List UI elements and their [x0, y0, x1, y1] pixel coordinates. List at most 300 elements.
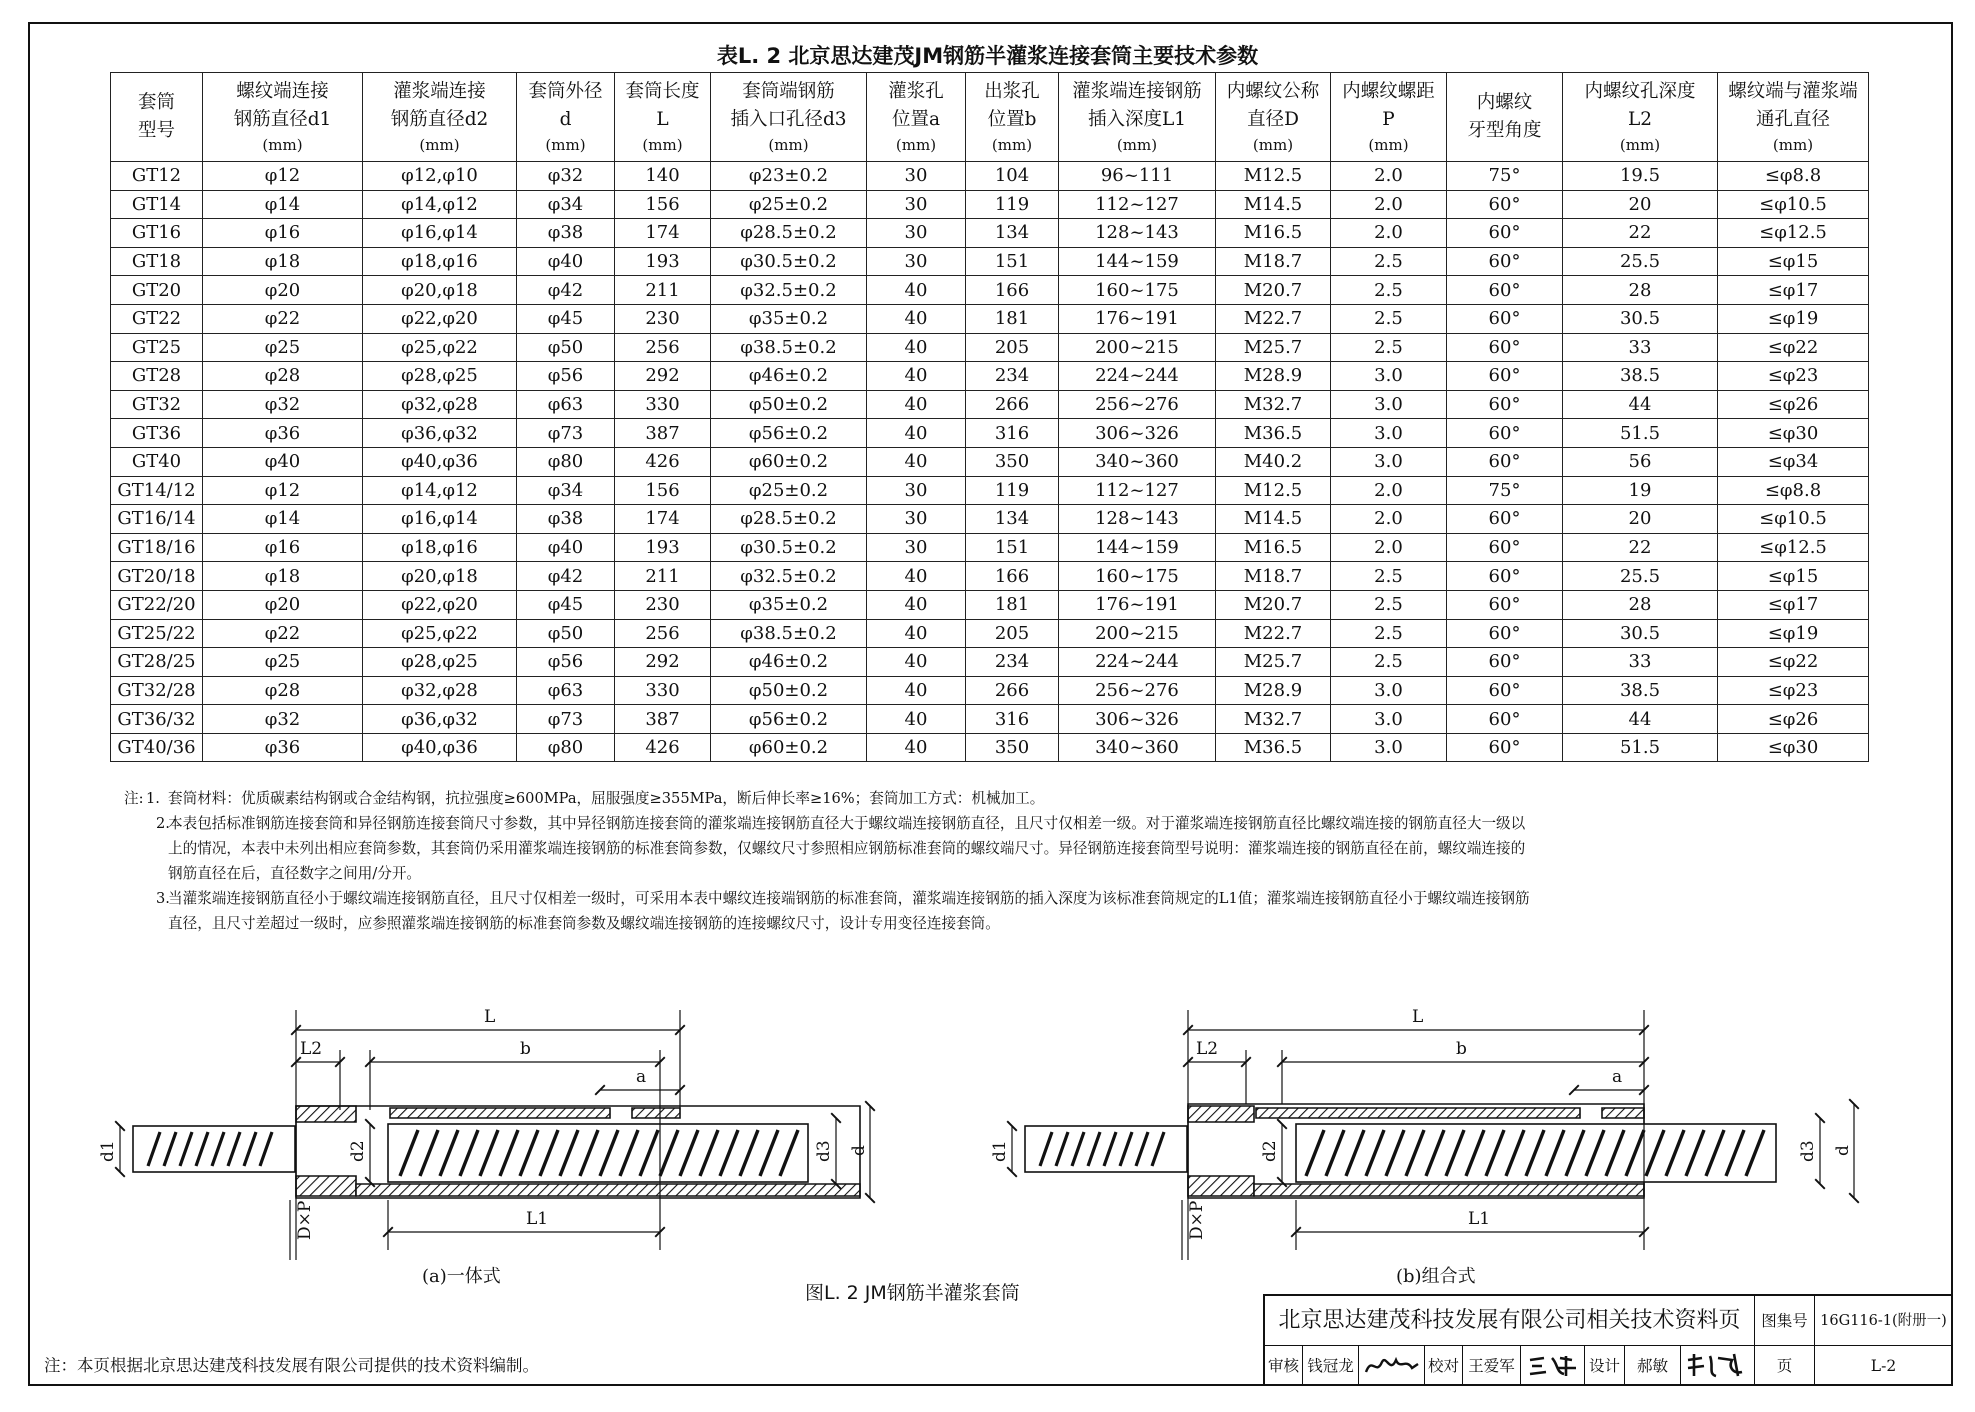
table-cell: φ63	[517, 676, 615, 705]
column-header-line2: L2	[1627, 109, 1653, 130]
table-cell: φ22	[203, 304, 363, 333]
table-cell: 128~143	[1059, 219, 1216, 248]
dim-label-L1: L1	[526, 1209, 549, 1229]
column-unit: (mm)	[419, 136, 460, 154]
table-cell: φ25±0.2	[711, 190, 867, 219]
table-cell: GT12	[111, 162, 203, 191]
table-cell: φ46±0.2	[711, 648, 867, 677]
table-cell: GT22	[111, 304, 203, 333]
column-header-line1: 套筒端钢筋	[742, 81, 835, 102]
column-unit: (mm)	[1252, 136, 1294, 154]
column-header-line1: 螺纹端连接	[236, 81, 329, 102]
dim-label-d3: d3	[1798, 1140, 1818, 1162]
title-block-main: 北京思达建茂科技发展有限公司相关技术资料页	[1265, 1296, 1755, 1346]
column-header-line2: 钢筋直径d2	[390, 109, 489, 130]
table-cell: φ18,φ16	[363, 533, 517, 562]
table-cell: 60°	[1447, 419, 1563, 448]
column-header-line1: 灌浆端连接	[393, 81, 486, 102]
table-cell: M40.2	[1216, 447, 1331, 476]
design-name: 郝敏	[1625, 1346, 1681, 1386]
column-unit: (mm)	[1619, 136, 1661, 154]
note-number: 1.	[146, 790, 160, 807]
table-cell: φ36	[203, 733, 363, 762]
dim-label-b: b	[1456, 1039, 1467, 1059]
table-cell: 3.0	[1331, 705, 1447, 734]
table-cell: 96~111	[1059, 162, 1216, 191]
table-cell: 306~326	[1059, 419, 1216, 448]
table-cell: φ40,φ36	[363, 733, 517, 762]
table-cell: 211	[615, 562, 711, 591]
title-block	[1263, 1294, 1953, 1386]
table-cell: 40	[867, 362, 966, 391]
table-cell: 2.5	[1331, 304, 1447, 333]
sleeve-wall-top	[296, 1106, 356, 1122]
table-cell: φ32,φ28	[363, 676, 517, 705]
review-name: 钱冠龙	[1303, 1346, 1359, 1386]
table-cell: φ20,φ18	[363, 562, 517, 591]
table-cell: 350	[966, 447, 1059, 476]
column-header-line1: 内螺纹螺距	[1342, 81, 1435, 102]
table-cell: φ28,φ25	[363, 362, 517, 391]
dim-label-d: d	[1833, 1145, 1853, 1156]
table-cell: 112~127	[1059, 476, 1216, 505]
column-unit: (mm)	[642, 136, 683, 154]
table-cell: 60°	[1447, 190, 1563, 219]
column-unit: (mm)	[1116, 136, 1158, 154]
table-cell: 40	[867, 276, 966, 305]
table-cell: 30	[867, 505, 966, 534]
table-cell: 60°	[1447, 619, 1563, 648]
table-cell: 193	[615, 247, 711, 276]
table-cell: φ20,φ18	[363, 276, 517, 305]
table-cell: 25.5	[1563, 247, 1718, 276]
table-cell: M22.7	[1216, 619, 1331, 648]
table-cell: 292	[615, 362, 711, 391]
table-cell: φ22	[203, 619, 363, 648]
column-header-line2: 位置a	[891, 109, 941, 130]
table-cell: 60°	[1447, 219, 1563, 248]
table-cell: 144~159	[1059, 247, 1216, 276]
table-cell: GT20/18	[111, 562, 203, 591]
table-cell: 28	[1563, 590, 1718, 619]
table-cell: φ36	[203, 419, 363, 448]
table-cell: 3.0	[1331, 390, 1447, 419]
review-label: 审核	[1265, 1346, 1303, 1386]
caption-figure-a: (a)一体式	[422, 1266, 501, 1287]
column-header-line1: 内螺纹公称	[1226, 81, 1320, 102]
table-cell: 3.0	[1331, 447, 1447, 476]
table-cell: 224~244	[1059, 362, 1216, 391]
column-header-line1: 套筒长度	[625, 81, 700, 102]
table-cell: 166	[966, 276, 1059, 305]
table-cell: 350	[966, 733, 1059, 762]
table-cell: φ38.5±0.2	[711, 619, 867, 648]
column-header-line2: P	[1382, 109, 1395, 130]
sleeve-body-bottom	[356, 1184, 860, 1196]
table-cell: 151	[966, 533, 1059, 562]
table-cell: ≤φ23	[1718, 676, 1869, 705]
table-cell: φ32.5±0.2	[711, 276, 867, 305]
table-cell: 224~244	[1059, 648, 1216, 677]
table-cell: ≤φ30	[1718, 419, 1869, 448]
table-cell: φ14	[203, 190, 363, 219]
note-line: 钢筋直径在后，直径数字之间用/分开。	[168, 865, 422, 882]
column-header-line1: 出浆孔	[984, 81, 1040, 102]
table-cell: ≤φ34	[1718, 447, 1869, 476]
table-cell: 60°	[1447, 390, 1563, 419]
table-cell: φ45	[517, 304, 615, 333]
table-cell: φ60±0.2	[711, 447, 867, 476]
table-cell: 40	[867, 676, 966, 705]
nut-wall-top	[1188, 1106, 1254, 1122]
table-cell: M14.5	[1216, 505, 1331, 534]
table-cell: ≤φ17	[1718, 276, 1869, 305]
table-cell: ≤φ26	[1718, 705, 1869, 734]
column-header-line2: 钢筋直径d1	[233, 109, 332, 130]
column-unit: (mm)	[991, 136, 1033, 154]
table-cell: GT40	[111, 447, 203, 476]
table-cell: 200~215	[1059, 333, 1216, 362]
dim-label-a: a	[1612, 1067, 1623, 1087]
table-cell: GT36/32	[111, 705, 203, 734]
dim-label-DxP: D×P	[295, 1200, 315, 1240]
table-cell: 30	[867, 219, 966, 248]
table-cell: M28.9	[1216, 362, 1331, 391]
table-cell: 75°	[1447, 162, 1563, 191]
table-cell: 38.5	[1563, 676, 1718, 705]
table-cell: M32.7	[1216, 705, 1331, 734]
table-cell: 38.5	[1563, 362, 1718, 391]
table-cell: φ56	[517, 648, 615, 677]
table-cell: 44	[1563, 705, 1718, 734]
table-cell: φ28	[203, 362, 363, 391]
check-name: 王爱军	[1463, 1346, 1521, 1386]
table-cell: φ22,φ20	[363, 304, 517, 333]
table-cell: 426	[615, 733, 711, 762]
table-cell: φ50	[517, 333, 615, 362]
table-cell: ≤φ10.5	[1718, 190, 1869, 219]
column-header-line1: 内螺纹	[1476, 92, 1533, 113]
table-cell: 200~215	[1059, 619, 1216, 648]
table-cell: φ63	[517, 390, 615, 419]
table-cell: GT32	[111, 390, 203, 419]
table-cell: φ28,φ25	[363, 648, 517, 677]
table-cell: M22.7	[1216, 304, 1331, 333]
table-cell: 60°	[1447, 362, 1563, 391]
table-cell: M16.5	[1216, 533, 1331, 562]
table-cell: 33	[1563, 333, 1718, 362]
table-cell: 56	[1563, 447, 1718, 476]
table-cell: φ25	[203, 648, 363, 677]
dim-label-d1: d1	[98, 1140, 118, 1162]
table-cell: M20.7	[1216, 276, 1331, 305]
table-cell: φ25±0.2	[711, 476, 867, 505]
table-cell: M14.5	[1216, 190, 1331, 219]
sleeve-body-top	[1256, 1108, 1644, 1118]
table-cell: 40	[867, 619, 966, 648]
table-cell: 256	[615, 619, 711, 648]
note-line: 套筒材料：优质碳素结构钢或合金结构钢，抗拉强度≥600MPa，屈服强度≥355MPa，断后伸长率≥16%；套筒加工方式：机械加工。	[168, 790, 1045, 807]
table-cell: φ73	[517, 705, 615, 734]
table-cell: φ42	[517, 276, 615, 305]
table-cell: φ25,φ22	[363, 333, 517, 362]
dim-label-L2: L2	[300, 1039, 323, 1059]
column-header-line1: 内螺纹孔深度	[1584, 81, 1696, 102]
table-cell: ≤φ22	[1718, 648, 1869, 677]
column-header-line2: L	[656, 109, 669, 130]
table-cell: M12.5	[1216, 162, 1331, 191]
table-cell: 51.5	[1563, 419, 1718, 448]
table-cell: φ56±0.2	[711, 419, 867, 448]
table-cell: φ40	[517, 533, 615, 562]
table-cell: 2.5	[1331, 619, 1447, 648]
table-cell: 60°	[1447, 590, 1563, 619]
table-cell: φ45	[517, 590, 615, 619]
table-cell: φ38	[517, 505, 615, 534]
table-cell: 316	[966, 419, 1059, 448]
column-unit: (mm)	[895, 136, 937, 154]
table-cell: 340~360	[1059, 733, 1216, 762]
review-signature	[1359, 1346, 1425, 1386]
table-cell: 28	[1563, 276, 1718, 305]
table-cell: 166	[966, 562, 1059, 591]
table-cell: 330	[615, 390, 711, 419]
table-cell: 119	[966, 190, 1059, 219]
table-cell: 176~191	[1059, 590, 1216, 619]
table-cell: 60°	[1447, 705, 1563, 734]
table-cell: 181	[966, 590, 1059, 619]
table-cell: 160~175	[1059, 276, 1216, 305]
page-value: L-2	[1815, 1346, 1953, 1386]
table-cell: 205	[966, 619, 1059, 648]
table-cell: φ56±0.2	[711, 705, 867, 734]
table-cell: 2.0	[1331, 190, 1447, 219]
table-cell: φ16,φ14	[363, 219, 517, 248]
dim-label-d2: d2	[1260, 1140, 1280, 1162]
table-cell: 40	[867, 333, 966, 362]
table-cell: φ16	[203, 219, 363, 248]
table-cell: M32.7	[1216, 390, 1331, 419]
table-cell: ≤φ19	[1718, 304, 1869, 333]
design-signature	[1681, 1346, 1755, 1386]
table-cell: φ73	[517, 419, 615, 448]
table-cell: 60°	[1447, 247, 1563, 276]
column-unit: (mm)	[1368, 136, 1409, 154]
table-cell: 160~175	[1059, 562, 1216, 591]
table-cell: 20	[1563, 505, 1718, 534]
column-header-line1: 套筒	[137, 92, 175, 113]
table-cell: φ35±0.2	[711, 590, 867, 619]
table-cell: φ56	[517, 362, 615, 391]
table-cell: 30	[867, 190, 966, 219]
table-cell: M16.5	[1216, 219, 1331, 248]
table-cell: 134	[966, 219, 1059, 248]
table-cell: φ32	[203, 705, 363, 734]
table-cell: 40	[867, 304, 966, 333]
table-cell: ≤φ15	[1718, 247, 1869, 276]
table-cell: 40	[867, 390, 966, 419]
table-cell: 30	[867, 476, 966, 505]
atlas-number-label: 图集号	[1755, 1296, 1815, 1346]
table-cell: ≤φ8.8	[1718, 162, 1869, 191]
table-cell: φ32	[203, 390, 363, 419]
table-cell: 30.5	[1563, 619, 1718, 648]
table-cell: M25.7	[1216, 648, 1331, 677]
table-cell: φ23±0.2	[711, 162, 867, 191]
table-cell: 2.5	[1331, 562, 1447, 591]
table-cell: ≤φ23	[1718, 362, 1869, 391]
table-cell: φ50±0.2	[711, 390, 867, 419]
bottom-note: 注：本页根据北京思达建茂科技发展有限公司提供的技术资料编制。	[44, 1356, 539, 1375]
table-cell: 230	[615, 304, 711, 333]
dim-label-L1: L1	[1468, 1209, 1491, 1229]
table-cell: ≤φ17	[1718, 590, 1869, 619]
table-cell: φ35±0.2	[711, 304, 867, 333]
check-label: 校对	[1425, 1346, 1463, 1386]
dim-label-d1: d1	[990, 1140, 1010, 1162]
table-cell: 156	[615, 476, 711, 505]
dim-label-L2: L2	[1196, 1039, 1219, 1059]
table-cell: 292	[615, 648, 711, 677]
table-cell: M18.7	[1216, 247, 1331, 276]
table-cell: φ16,φ14	[363, 505, 517, 534]
table-cell: φ50	[517, 619, 615, 648]
table-cell: 193	[615, 533, 711, 562]
table-cell: φ12,φ10	[363, 162, 517, 191]
table-cell: 60°	[1447, 447, 1563, 476]
table-cell: φ32,φ28	[363, 390, 517, 419]
table-cell: 151	[966, 247, 1059, 276]
table-cell: GT20	[111, 276, 203, 305]
note-number: 2.	[156, 815, 170, 832]
table-cell: 2.5	[1331, 590, 1447, 619]
dim-label-b: b	[520, 1039, 531, 1059]
table-cell: φ30.5±0.2	[711, 533, 867, 562]
table-cell: 2.0	[1331, 162, 1447, 191]
table-cell: 144~159	[1059, 533, 1216, 562]
table-cell: 426	[615, 447, 711, 476]
table-cell: 60°	[1447, 562, 1563, 591]
table-cell: 44	[1563, 390, 1718, 419]
dim-label-d3: d3	[814, 1140, 834, 1162]
table-cell: φ16	[203, 533, 363, 562]
table-cell: GT18/16	[111, 533, 203, 562]
table-cell: 30	[867, 162, 966, 191]
table-cell: φ14,φ12	[363, 476, 517, 505]
table-cell: φ80	[517, 733, 615, 762]
table-cell: 176~191	[1059, 304, 1216, 333]
table-cell: 2.0	[1331, 476, 1447, 505]
table-cell: φ28	[203, 676, 363, 705]
table-cell: 30	[867, 533, 966, 562]
column-header-line1: 灌浆端连接钢筋	[1072, 81, 1202, 102]
nut-wall-bottom	[1188, 1176, 1254, 1196]
figure-b-combined-sleeve	[990, 1007, 1854, 1260]
table-cell: φ50±0.2	[711, 676, 867, 705]
column-unit: (mm)	[545, 136, 586, 154]
column-header-line2: 牙型角度	[1467, 120, 1542, 141]
table-cell: 33	[1563, 648, 1718, 677]
table-cell: 3.0	[1331, 419, 1447, 448]
table-cell: 181	[966, 304, 1059, 333]
table-cell: φ30.5±0.2	[711, 247, 867, 276]
table-cell: 30.5	[1563, 304, 1718, 333]
table-cell: 104	[966, 162, 1059, 191]
dim-label-a: a	[636, 1067, 647, 1087]
table-cell: GT25/22	[111, 619, 203, 648]
table-cell: φ18	[203, 247, 363, 276]
table-cell: 112~127	[1059, 190, 1216, 219]
table-cell: φ36,φ32	[363, 705, 517, 734]
table-cell: 60°	[1447, 676, 1563, 705]
table-cell: 3.0	[1331, 676, 1447, 705]
table-cell: φ40,φ36	[363, 447, 517, 476]
caption-figure-b: (b)组合式	[1396, 1266, 1476, 1287]
table-cell: ≤φ26	[1718, 390, 1869, 419]
table-cell: GT28/25	[111, 648, 203, 677]
table-cell: φ12	[203, 162, 363, 191]
table-cell: φ34	[517, 476, 615, 505]
table-cell: 266	[966, 676, 1059, 705]
table-cell: 330	[615, 676, 711, 705]
column-unit: (mm)	[262, 136, 303, 154]
table-cell: 2.0	[1331, 533, 1447, 562]
table-cell: φ25	[203, 333, 363, 362]
table-cell: φ32	[517, 162, 615, 191]
table-cell: φ18	[203, 562, 363, 591]
table-cell: 2.0	[1331, 505, 1447, 534]
table-cell: φ36,φ32	[363, 419, 517, 448]
table-cell: 340~360	[1059, 447, 1216, 476]
table-cell: 174	[615, 219, 711, 248]
table-cell: 134	[966, 505, 1059, 534]
table-cell: ≤φ12.5	[1718, 219, 1869, 248]
table-cell: 20	[1563, 190, 1718, 219]
column-header-line2: 插入口孔径d3	[730, 109, 847, 130]
table-cell: GT14/12	[111, 476, 203, 505]
note-line: 当灌浆端连接钢筋直径小于螺纹端连接钢筋直径，且尺寸仅相差一级时，可采用本表中螺纹连接端钢筋的标准套筒，灌浆端连接钢筋的插入深度为该标准套筒规定的L1值；灌浆端连接钢筋直径小于螺纹端连接钢筋	[168, 890, 1530, 907]
table-cell: φ40	[203, 447, 363, 476]
table-cell: 2.5	[1331, 276, 1447, 305]
table-cell: φ40	[517, 247, 615, 276]
table-cell: 211	[615, 276, 711, 305]
dim-label-L: L	[484, 1007, 496, 1027]
column-unit: (mm)	[768, 136, 809, 154]
table-cell: 156	[615, 190, 711, 219]
table-cell: φ25,φ22	[363, 619, 517, 648]
table-cell: 19	[1563, 476, 1718, 505]
table-cell: 51.5	[1563, 733, 1718, 762]
table-cell: 40	[867, 562, 966, 591]
column-header-line2: 型号	[137, 120, 175, 141]
table-cell: 60°	[1447, 533, 1563, 562]
table-cell: 119	[966, 476, 1059, 505]
column-header-line2: 位置b	[987, 109, 1037, 130]
sleeve-body-top	[390, 1108, 680, 1118]
table-cell: GT32/28	[111, 676, 203, 705]
dim-label-d2: d2	[348, 1140, 368, 1162]
table-cell: 75°	[1447, 476, 1563, 505]
table-cell: 387	[615, 705, 711, 734]
table-cell: φ12	[203, 476, 363, 505]
table-cell: 266	[966, 390, 1059, 419]
table-cell: 128~143	[1059, 505, 1216, 534]
table-cell: φ34	[517, 190, 615, 219]
table-cell: 2.0	[1331, 219, 1447, 248]
sleeve-body-bottom	[1254, 1184, 1644, 1196]
table-cell: M12.5	[1216, 476, 1331, 505]
table-cell: 140	[615, 162, 711, 191]
